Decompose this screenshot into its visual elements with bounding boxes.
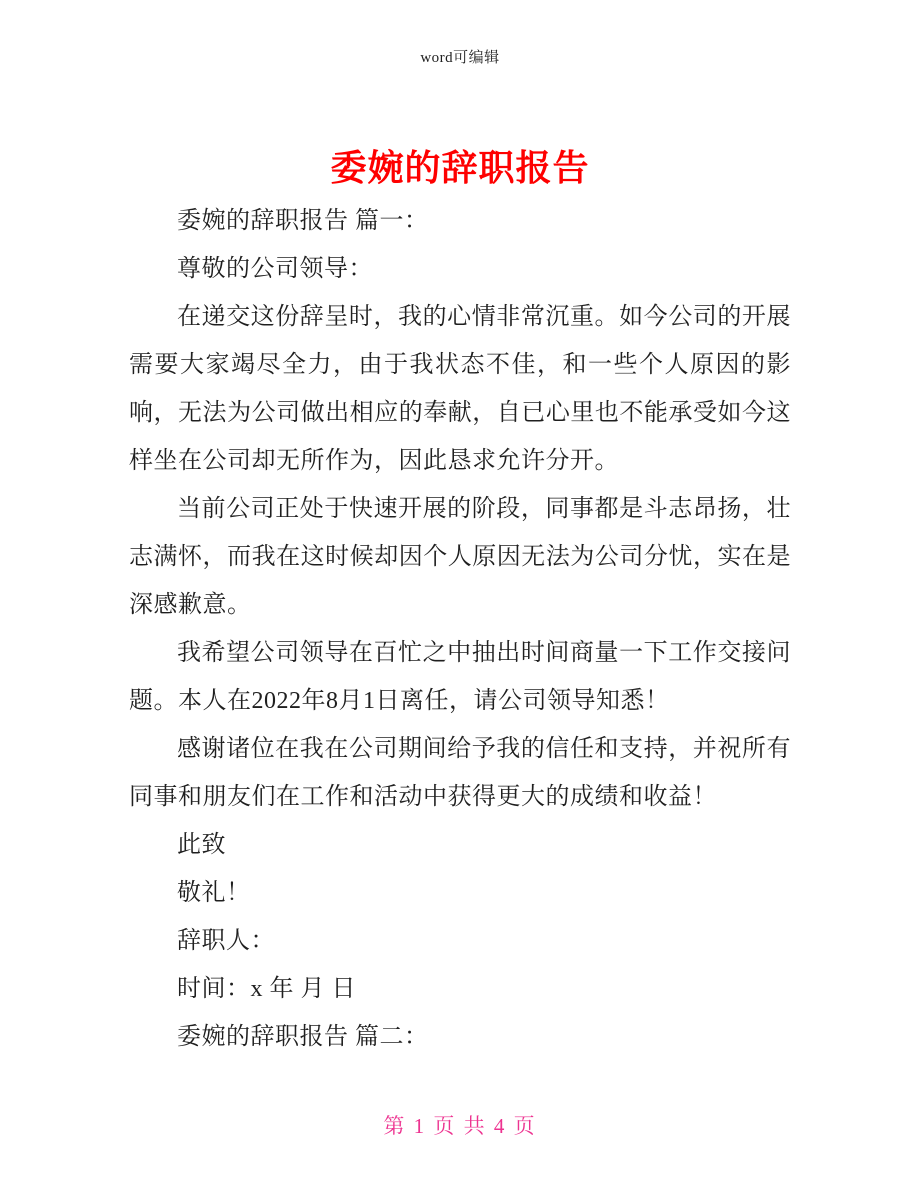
closing-line-cizhi: 此致	[177, 832, 226, 858]
document-body	[129, 197, 791, 1061]
body-paragraph-3: 我希望公司领导在百忙之中抽出时间商量一下工作交接问题。本人在2022年8月1日离任，请公司领导知悉！	[129, 640, 791, 714]
date-line: 时间：x 年 月 日	[177, 976, 356, 1002]
body-paragraph-1: 在递交这份辞呈时，我的心情非常沉重。如今公司的开展需要大家竭尽全力，由于我状态不佳，和一些个人原因的影响，无法为公司做出相应的奉献，自已心里也不能承受如今这样坐在公司却无所作为，因此恳求允许分开。	[129, 304, 791, 474]
closing-line-jingli: 敬礼！	[177, 880, 251, 906]
document-title: 委婉的辞职报告	[330, 147, 590, 189]
body-paragraph-2: 当前公司正处于快速开展的阶段，同事都是斗志昂扬，壮志满怀，而我在这时候却因个人原因无法为公司分忧，实在是深感歉意。	[129, 496, 791, 618]
salutation: 尊敬的公司领导：	[177, 256, 373, 282]
section-heading-part1: 委婉的辞职报告 篇一：	[177, 208, 429, 234]
body-paragraph-4: 感谢诸位在我在公司期间给予我的信任和支持，并祝所有同事和朋友们在工作和活动中获得更大的成绩和收益！	[129, 736, 791, 810]
signature-label: 辞职人：	[177, 928, 275, 954]
page-number-footer: 第 1 页 共 4 页	[383, 1114, 537, 1138]
watermark-word-editable: word可编辑	[420, 50, 500, 66]
section-heading-part2: 委婉的辞职报告 篇二：	[177, 1024, 429, 1050]
